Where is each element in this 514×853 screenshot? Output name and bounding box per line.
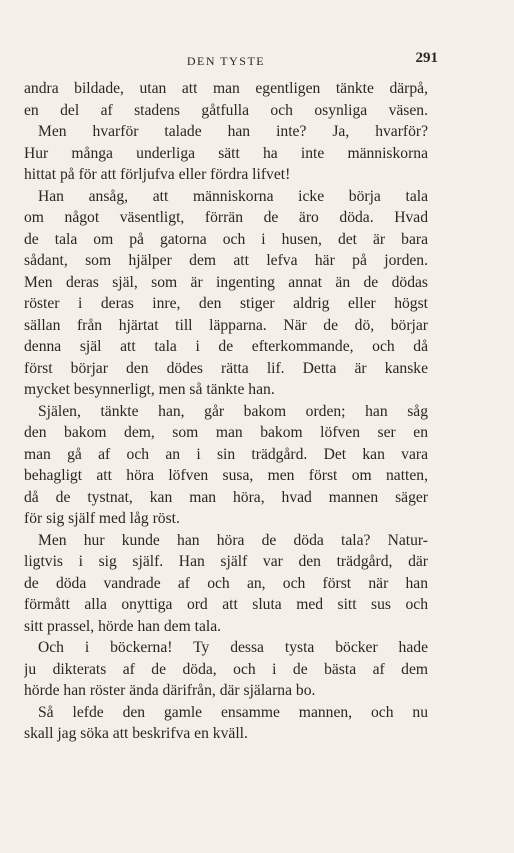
running-title: DEN TYSTE bbox=[186, 54, 266, 68]
text-line: den bakom dem, som man bakom löfven ser en bbox=[24, 424, 428, 441]
body-text bbox=[24, 78, 428, 745]
text-line: hörde han röster ända därifrån, där själarna bo. bbox=[24, 682, 316, 699]
text-line: de döda vandrade af och an, och först när han bbox=[24, 574, 428, 592]
text-line: behagligt att höra löfven susa, men först om natten, bbox=[24, 467, 428, 484]
text-line: Hur många underliga sätt ha inte människorna bbox=[24, 144, 428, 162]
text-line: Han ansåg, att människorna icke börja tala bbox=[38, 187, 428, 205]
text-line: de tala om på gatorna och i husen, det är bara bbox=[24, 230, 428, 248]
text-line: sitt prassel, hörde han dem tala. bbox=[24, 617, 222, 635]
text-line: Själen, tänkte han, går bakom orden; han såg bbox=[38, 402, 428, 420]
text-line: sådant, som hjälper dem att lefva här på jorden. bbox=[24, 252, 428, 269]
running-head bbox=[24, 50, 438, 72]
text-line: om något väsentligt, förrän de äro döda. Hvad bbox=[24, 209, 428, 226]
text-line: Och i böckerna! Ty dessa tysta böcker hade bbox=[38, 639, 428, 656]
text-line: hittat på för att förljufva eller fördra lifvet! bbox=[24, 166, 291, 183]
text-line: Men deras själ, som är ingenting annat än de dödas bbox=[24, 273, 428, 291]
text-line: ju dikterats af de döda, och i de bästa af dem bbox=[24, 660, 428, 678]
text-line: man gå af och an i sin trädgård. Det kan vara bbox=[24, 445, 428, 463]
text-line: sällan från hjärtat till läpparna. När de dö, börjar bbox=[24, 316, 428, 334]
text-line: först börjar den dödes rätta lif. Detta är kanske bbox=[24, 359, 428, 377]
page-number: 291 bbox=[415, 50, 438, 66]
text-line: då de tystnat, kan man höra, hvad mannen säger bbox=[24, 488, 428, 506]
text-line: en del af stadens gåtfulla och osynliga väsen. bbox=[24, 101, 428, 119]
text-line: denna själ att tala i de efterkommande, och då bbox=[24, 338, 428, 355]
text-line: röster i deras inre, den stiger aldrig eller högst bbox=[24, 295, 428, 312]
text-line: mycket besynnerligt, men så tänkte han. bbox=[24, 381, 275, 398]
text-line: för sig själf med låg röst. bbox=[24, 510, 180, 527]
text-line: ligtvis i sig själf. Han själf var den trädgård, där bbox=[24, 553, 428, 570]
text-line: skall jag söka att beskrifva en kväll. bbox=[24, 725, 248, 742]
text-line: andra bildade, utan att man egentligen tänkte därpå, bbox=[24, 80, 428, 97]
text-line: förmått alla onyttiga ord att sluta med sitt sus och bbox=[24, 596, 428, 613]
text-line: Men hvarför talade han inte? Ja, hvarför? bbox=[38, 123, 428, 140]
text-line: Så lefde den gamle ensamme mannen, och nu bbox=[38, 703, 428, 721]
text-line: Men hur kunde han höra de döda tala? Natur- bbox=[38, 531, 428, 549]
